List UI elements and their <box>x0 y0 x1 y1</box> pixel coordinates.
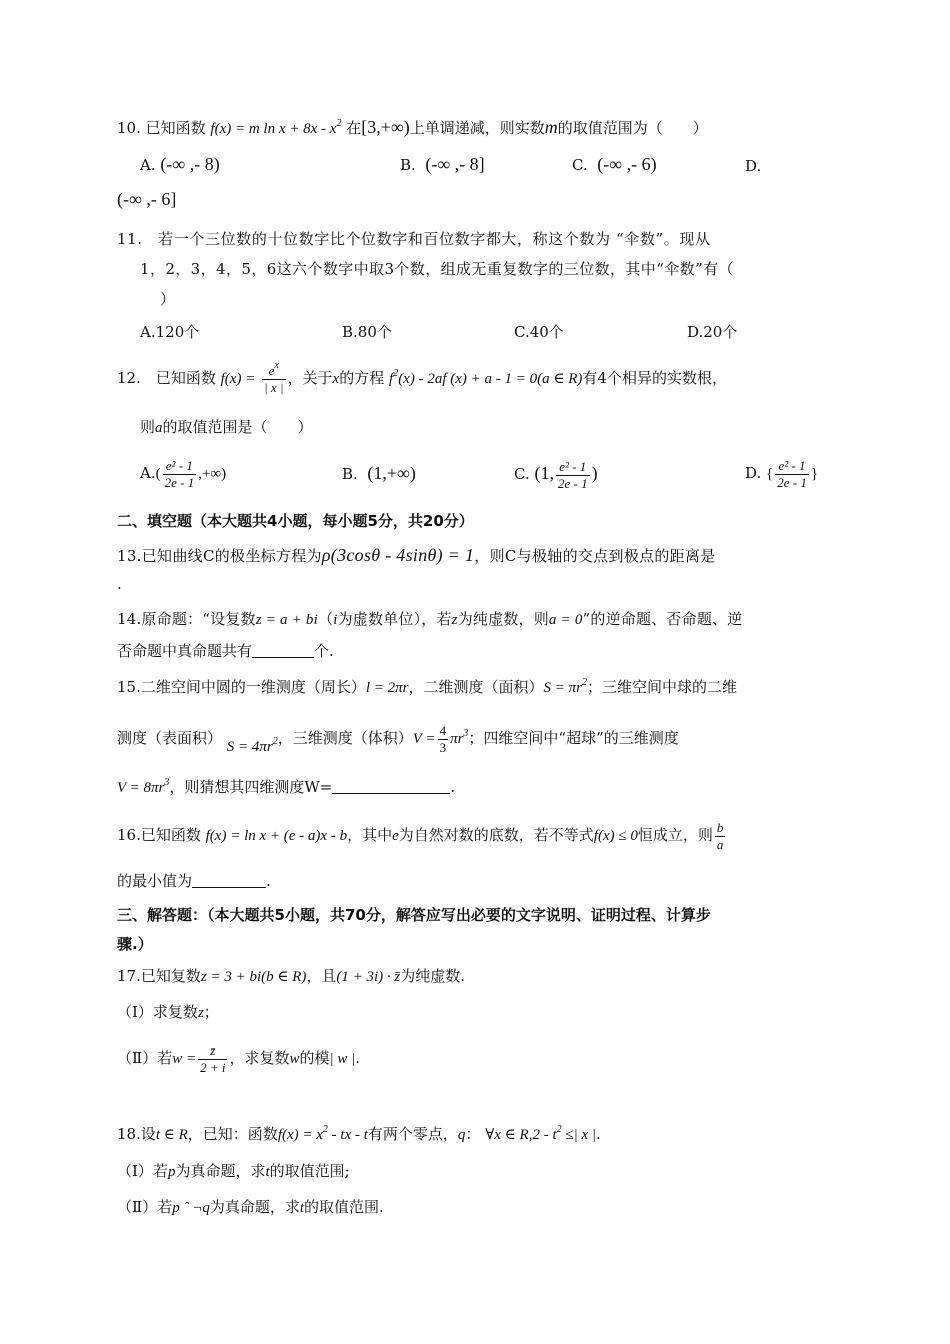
section-solve-heading: 三、解答题：（本大题共5小题，共70分，解答应写出必要的文字说明、证明过程、计算步 <box>117 906 711 924</box>
section-fill-in-heading: 二、填空题（本大题共4小题，每小题5分，共20分） <box>117 512 474 530</box>
q15-line3: $V = 8\pi r^3$，则猜想其四维测度W= . <box>117 777 456 796</box>
q14-stem: 14.原命题：“设复数z = a + bi（i为虚数单位），若z为纯虚数，则a = 0”的逆命题、否命题、逆 <box>117 610 743 628</box>
q10-interval: [3,+∞) <box>361 117 410 137</box>
q13-stem: 13.已知曲线C的极坐标方程为ρ(3cosθ - 4sinθ) = 1，则C与极轴的交点到极点的距离是 <box>117 545 716 565</box>
q15-answer-blank[interactable] <box>332 779 450 794</box>
q15-line1: 15.二维空间中圆的一维测度（周长）l = 2πr，二维测度（面积）$S = \pi r^2$；三维空间中球的二维 <box>117 677 738 696</box>
q11-line2: 1，2，3，4，5，6这六个数字中取3个数，组成无重复数字的三位数，其中“伞数”有（ <box>140 260 734 278</box>
q10-end: 的取值范围为（ ） <box>557 119 708 137</box>
q16-answer-blank[interactable] <box>192 873 266 888</box>
q12-option-d: D. { $\frac{\text{e² - 1}}{2e - 1}$ } <box>745 457 819 490</box>
q13-line2: . <box>117 575 122 593</box>
q10-stem <box>117 117 708 139</box>
q14-line2: 否命题中真命题共有 个. <box>117 642 334 660</box>
q12-option-c: C. (1, $\frac{\text{e² - 1}}{2e - 1}$ ) <box>514 458 598 491</box>
q17-part1: （Ⅰ）求复数z； <box>117 1003 219 1021</box>
q10-option-d-value: (-∞ ,- 6] <box>117 189 177 209</box>
q11-option-c: C.40个 <box>514 323 564 341</box>
q12-stem: 12. 已知函数 f(x) = $\frac{e^x}{| x |}$ ，关于x的方程 $f^2(x) - 2af$ (x) + a - 1 = 0(a ∈ R)有4个相异的实数根， <box>117 359 727 395</box>
q18-part2: （Ⅱ）若p ˆ ¬q为真命题，求t的取值范围. <box>117 1198 384 1216</box>
q11-option-b: B.80个 <box>342 323 392 341</box>
section-solve-heading-cont: 骤.） <box>117 935 153 953</box>
q12-option-b: B. (1,+∞) <box>342 463 416 483</box>
q12-line2: 则a的取值范围是（ ） <box>140 418 313 436</box>
q10-option-a: A. (-∞ ,- 8) <box>140 154 220 174</box>
q10-prefix: 10. 已知函数 <box>117 119 206 137</box>
q11-line3: ） <box>160 290 176 308</box>
q10-option-d-label: D. <box>745 157 762 175</box>
q10-option-b: B. (-∞ ,- 8] <box>400 154 485 174</box>
q16-line2: 的最小值为 . <box>117 872 271 890</box>
q11-option-d: D.20个 <box>687 323 738 341</box>
q12-equation: $f^2(x) - 2af$ (x) + a - 1 = 0(a ∈ R) <box>389 368 583 387</box>
q10-var: m <box>544 117 558 137</box>
q15-line2: 测度（表面积） $S = 4\pi r^2$，三维测度（体积）V = $\frac{4}{3}$ $\pi r^3$；四维空间中“超球”的三维测度 <box>117 722 679 755</box>
q10-option-c: C. (-∞ ,- 6) <box>572 154 657 174</box>
q18-part1: （Ⅰ）若p为真命题，求t的取值范围; <box>117 1162 350 1180</box>
q10-suffix: 上单调递减，则实数 <box>409 119 545 137</box>
q10-mid: 在 <box>346 119 362 137</box>
q11-line1: 11. 若一个三位数的十位数字比个位数字和百位数字都大，称这个数为 “伞数”。现从 <box>117 230 711 248</box>
q12-fraction: $\frac{e^x}{| x |}$ <box>264 359 284 395</box>
q17-stem: 17.已知复数z = 3 + bi(b ∈ R)，且(1 + 3i) · z̄为纯虚数. <box>117 967 466 985</box>
q14-answer-blank[interactable] <box>252 643 314 658</box>
q12-option-a: A.( $\frac{\text{e² - 1}}{2e - 1}$ ,+∞) <box>140 457 227 490</box>
q10-function: f(x) = m $\ln x + 8x - x^2$ <box>210 118 342 137</box>
q11-option-a: A.120个 <box>140 323 200 341</box>
q16-stem: 16.已知函数 f(x) = ln x + (e - a)x - b，其中e为自然对数的底数，若不等式f(x) ≤ 0恒成立，则 $\frac{b}{a}$ <box>117 819 724 852</box>
q17-part2: （Ⅱ）若w = $\frac{z̄}{2 + i}$ ，求复数w的模| w |. <box>117 1042 361 1075</box>
q18-stem: 18.设t ∈ R，已知：函数$f(x) = x^2$ - tx - t有两个零点，q： ∀x ∈ $R,2 - t^2$ ≤| x |. <box>117 1124 601 1143</box>
